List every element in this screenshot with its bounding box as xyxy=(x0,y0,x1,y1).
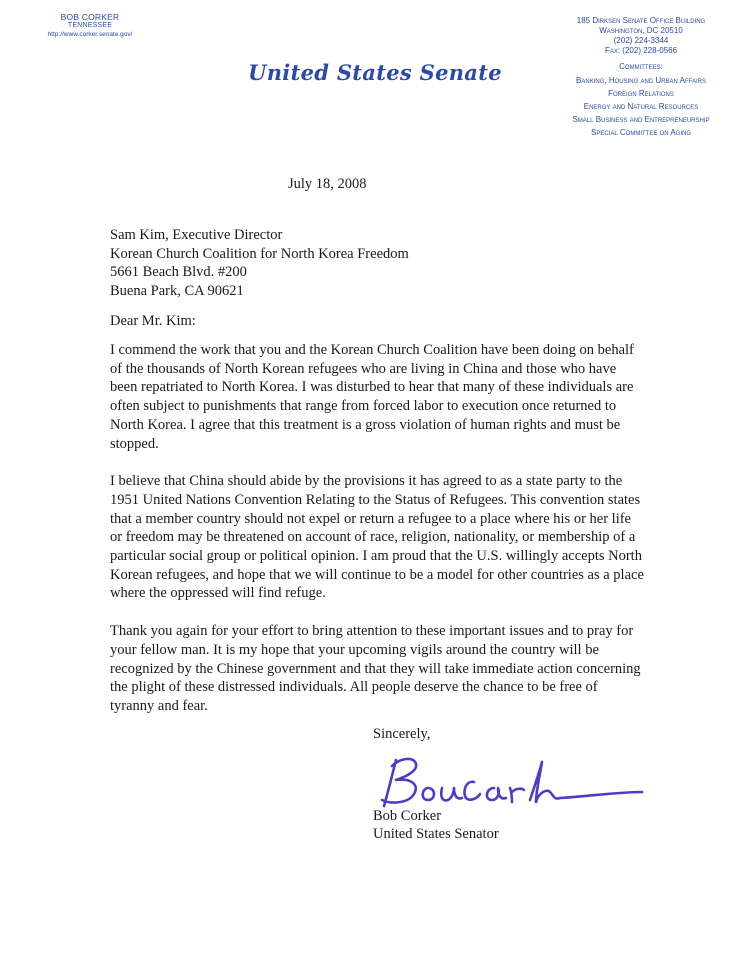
recipient-street: 5661 Beach Blvd. #200 xyxy=(110,264,247,280)
body-paragraph: I believe that China should abide by the provisions it has agreed to as a state party to the 1951 United Nations Convention Relating to the Status of Refugees. This convention states that a member country should not expel or return a refugee to a place where his or her life or freedom may be threatened on account of race, religion, nationality, or membership of a particular social group or political opinion. I am proud that the U.S. willingly accepts North Korean refugees, and hope that we will continue to be a model for other countries as a place where the oppressed will find refuge. xyxy=(110,473,644,602)
senator-state: TENNESSEE xyxy=(67,22,113,30)
senator-website: http://www.corker.senate.gov/ xyxy=(47,30,133,38)
letterhead-left xyxy=(36,12,144,38)
closing: Sincerely, xyxy=(373,726,431,742)
office-address xyxy=(560,16,722,56)
recipient-name: Sam Kim, Executive Director xyxy=(110,227,283,243)
letter-body xyxy=(110,341,645,735)
salutation: Dear Mr. Kim: xyxy=(110,313,196,329)
signer-title: United States Senator xyxy=(373,826,499,842)
address-line: (202) 224-3344 xyxy=(613,36,669,45)
committee-item: Energy and Natural Resources xyxy=(583,102,699,111)
body-paragraph: I commend the work that you and the Korean Church Coalition have been doing on behalf of the thousands of North Korean refugees who are living in China and those who have been repatriated to North Korea. I was disturbed to hear that many of these individuals are often subject to punishments that range from forced labor to execution once returned to North Korea. I agree that this treatment is a gross violation of human rights and must be stopped. xyxy=(110,342,634,452)
body-paragraph: Thank you again for your effort to bring attention to these important issues and to pray for your fellow man. It is my hope that your upcoming vigils around the country will be recognized by the Chinese government and that they will take immediate action concerning the plight of these distressed individuals. All people deserve the chance to be free of tyranny and fear. xyxy=(110,623,641,714)
letter-date: July 18, 2008 xyxy=(288,176,367,192)
signer-name: Bob Corker xyxy=(373,808,442,824)
committees-label: Committees: xyxy=(619,62,663,71)
address-line: Washington, DC 20510 xyxy=(599,26,683,35)
committee-item: Banking, Housing and Urban Affairs xyxy=(576,76,706,85)
letterhead-right xyxy=(560,16,722,141)
committee-item: Special Committee on Aging xyxy=(590,128,692,137)
senate-title: United States Senate xyxy=(248,60,502,85)
recipient-city: Buena Park, CA 90621 xyxy=(110,282,244,299)
recipient-organization: Korean Church Coalition for North Korea Freedom xyxy=(110,245,409,262)
recipient-address xyxy=(110,226,409,300)
address-line: Fax: (202) 228-0566 xyxy=(604,46,678,55)
senator-name: BOB CORKER xyxy=(60,12,120,22)
committee-item: Small Business and Entrepreneurship xyxy=(572,115,710,124)
signer-block xyxy=(373,807,499,843)
committee-item: Foreign Relations xyxy=(608,89,674,98)
address-line: 185 Dirksen Senate Office Building xyxy=(576,16,706,25)
